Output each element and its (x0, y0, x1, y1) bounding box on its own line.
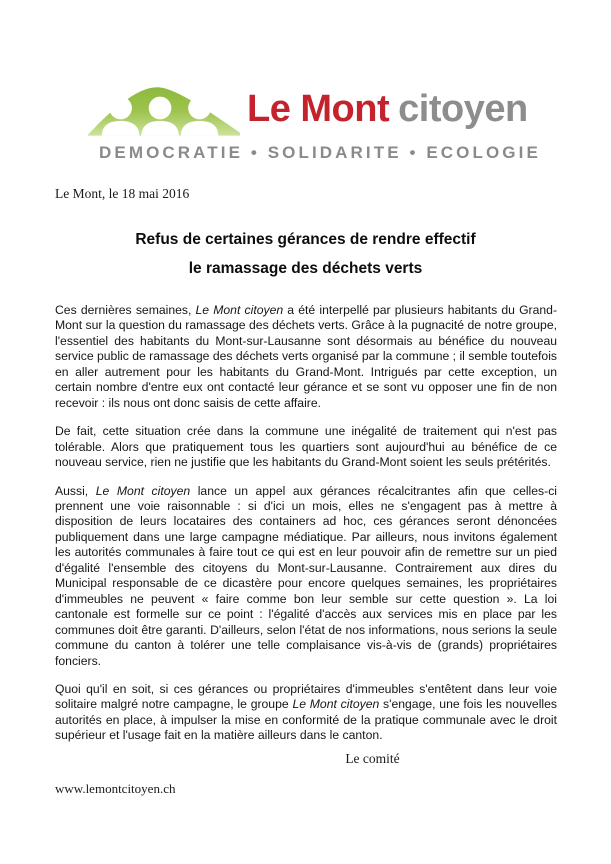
date-line: Le Mont, le 18 mai 2016 (55, 186, 190, 201)
logo-wordmark-citoyen: citoyen (398, 88, 528, 130)
logo-wordmark (247, 90, 528, 128)
body-paragraph-1: Ces dernières semaines, Le Mont citoyen a été interpellé par plusieurs habitants du Grand-Mont sur la question du ramassage des déchets verts. Grâce à la pugnacité de notre groupe, l'essentiel des habitants du Mont-sur-Lausanne sont désormais au bénéfice du nouveau service public de ramassage des déchets verts organisé par la commune ; il semble toutefois en aller autrement pour les habitants du Grand-Mont. Intrigués par cette exception, un certain nombre d'entre eux ont contacté leur gérance et se sont vu opposer une fin de non recevoir : ils nous ont donc saisis de cette affaire. (55, 303, 557, 410)
body-paragraph-4: Quoi qu'il en soit, si ces gérances ou propriétaires d'immeubles s'entêtent dans leur voie solitaire malgré notre campagne, le groupe Le Mont citoyen s'engage, une fois les nouvelles autorités en place, à impulser la mise en conformité de la pratique communale avec le droit supérieur et l'usage fait en la matière ailleurs dans le canton. (55, 681, 557, 743)
signature: Le comité (345, 751, 400, 766)
body-text (55, 303, 557, 757)
page-title-line-1: Refus de certaines gérances de rendre effectif (135, 231, 476, 248)
body-paragraph-2: De fait, cette situation crée dans la commune une inégalité de traitement qui n'est pas tolérable. Alors que pratiquement tous les quartiers sont aujourd'hui au bénéfice de ce nouveau service, rien ne justifie que les habitants du Grand-Mont soient les seuls prétérités. (55, 424, 557, 470)
page-title (0, 226, 611, 283)
logo-tagline: DEMOCRATIE • SOLIDARITE • ECOLOGIE (99, 143, 541, 162)
body-paragraph-3: Aussi, Le Mont citoyen lance un appel aux gérances récalcitrantes afin que celles-ci prennent une voie raisonnable : si d'ici un mois, elles ne s'engagent pas à mettre à disposition de leurs locataires des containers ad hoc, ces gérances seront dénoncées publiquement dans une large campagne médiatique. Par ailleurs, nous invitons également les autorités communales à faire tout ce qui est en leur pouvoir afin de remettre sur un pied d'égalité l'ensemble des citoyens du Mont-sur-Lausanne. Contrairement aux dires du Municipal responsable de ce dicastère pour encore quelques semaines, les propriétaires d'immeubles ne peuvent « faire comme bon leur semble sur cette question ». La loi cantonale est formelle sur ce point : l'égalité d'accès aux services mis en place par les communes doit être garanti. D'ailleurs, selon l'état de nos informations, nous serions la seule commune du canton à tolérer une telle complaisance vis-à-vis de (grands) propriétaires fonciers. (55, 483, 557, 668)
logo-wordmark-lemont: Le Mont (247, 88, 390, 130)
hill-three-people-icon (88, 85, 240, 136)
page-title-line-2: le ramassage des déchets verts (188, 259, 423, 277)
website-link[interactable]: www.lemontcitoyen.ch (55, 781, 176, 796)
